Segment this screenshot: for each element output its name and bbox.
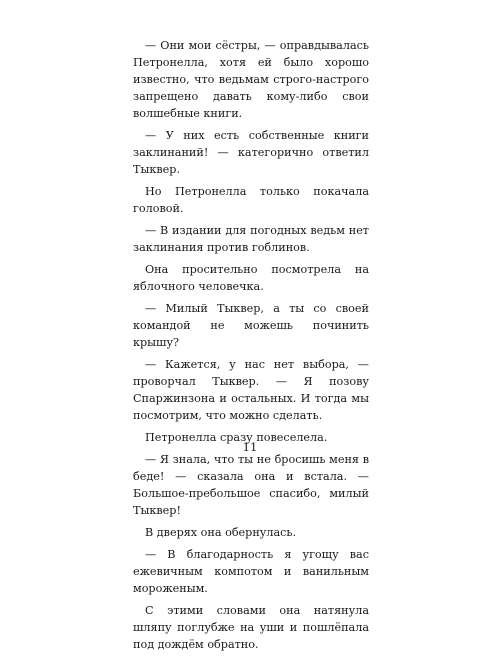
paragraph: — В издании для погодных ведьм нет заклинания против гоблинов. xyxy=(133,224,369,254)
paragraph: В дверях она обернулась. xyxy=(145,526,297,539)
paragraph: — Милый Тыквер, а ты со своей командой не можешь починить крышу? xyxy=(133,302,369,349)
paragraph: Но Петронелла только покачала головой. xyxy=(133,185,369,215)
paragraph: — Они мои сёстры, — оправдывалась Петронелла, хотя ей было хорошо известно, что ведьмам строго-настрого запрещено давать кому-либо свои волшебные книги. xyxy=(133,39,369,120)
paragraph: — В благодарность я угощу вас ежевичным компотом и ванильным мороженым. xyxy=(133,548,369,595)
body-text xyxy=(133,37,369,658)
paragraph: — У них есть собственные книги заклинаний! — категорично ответил Тыквер. xyxy=(133,129,369,176)
paragraph: — Я знала, что ты не бросишь меня в беде! — сказала она и встала. — Большое-пребольшое спасибо, милый Тыквер! xyxy=(133,453,369,517)
paragraph: Петронелла сразу повеселела. xyxy=(145,431,328,444)
paragraph: — Кажется, у нас нет выбора, — проворчал Тыквер. — Я позову Спаржинзона и остальных. И тогда мы посмотрим, что можно сделать. xyxy=(133,358,369,422)
page-number: 11 xyxy=(242,440,258,454)
paragraph: С этими словами она натянула шляпу поглубже на уши и пошлёпала под дождём обратно. xyxy=(133,604,369,651)
paragraph: Она просительно посмотрела на яблочного человечка. xyxy=(133,263,369,293)
